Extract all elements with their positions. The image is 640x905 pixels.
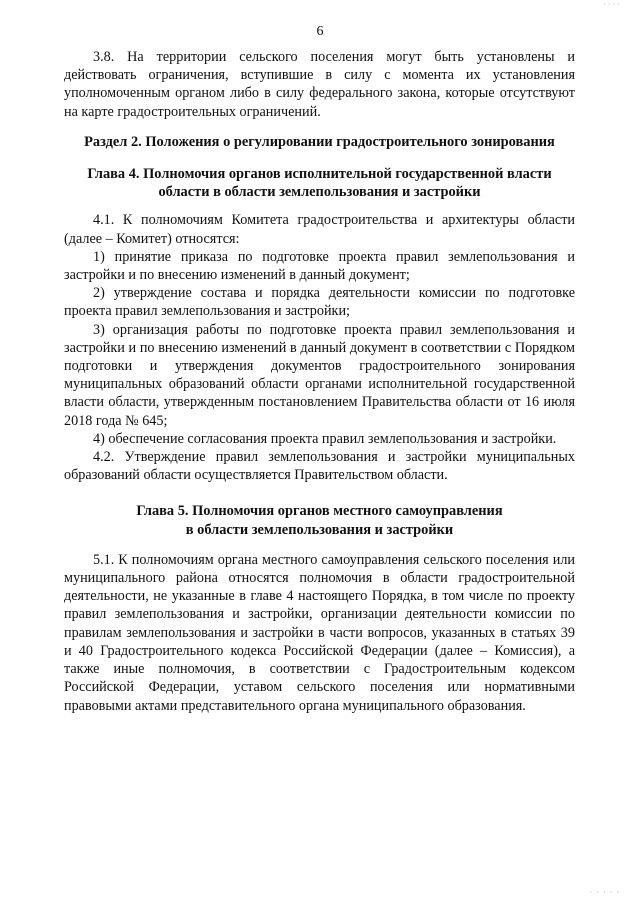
- paragraph-4-2: 4.2. Утверждение правил землепользования и застройки муниципальных образований области осуществляется Правительством области.: [64, 449, 575, 484]
- chapter-4-title-line2: области в области землепользования и застройки: [158, 184, 481, 201]
- chapter-5-title-line2: в области землепользования и застройки: [185, 521, 454, 538]
- chapter-5-title-line1: Глава 5. Полномочия органов местного самоуправления: [136, 503, 503, 520]
- list-item-3: 3) организация работы по подготовке проекта правил землепользования и застройки и по внесению изменений в данный документ в соответствии с Порядком подготовки и утверждения документов градостроительного зонирования муниципальных образований области органами исполнительной государственной власти области, утвержденным постановлением Правительства области от 16 июля 2018 года № 645;: [64, 321, 575, 429]
- paragraph-4-1: 4.1. К полномочиям Комитета градостроительства и архитектуры области (далее – Комитет) относятся:: [64, 212, 575, 247]
- paragraph-3-8: 3.8. На территории сельского поселения могут быть установлены и действовать ограничения, вступившие в силу с момента их установления уполномоченным органом либо в силу федерального закона, которые отсутствуют на карте градостроительных ограничений.: [64, 49, 575, 120]
- paragraph-5-1: 5.1. К полномочиям органа местного самоуправления сельского поселения или муниципального района относятся полномочия в области градостроительной деятельности, не указанные в главе 4 настоящего Порядка, в том числе по проекту правил землепользования и застройки, организации деятельности комиссии по правилам землепользования и застройки в части вопросов, указанных в статьях 39 и 40 Градостроительного кодекса Российской Федерации (далее – Комиссия), а также иные полномочия, в соответствии с Градостроительным кодексом Российской Федерации, уставом сельского поселения или нормативными правовыми актами представительного органа муниципального образования.: [64, 551, 575, 714]
- list-item-4: 4) обеспечение согласования проекта правил землепользования и застройки.: [93, 430, 557, 447]
- chapter-5-title: [64, 502, 575, 538]
- chapter-4-title: [64, 165, 575, 201]
- scan-mark-bottom: · · · · ·: [589, 888, 620, 897]
- scan-mark-top: · · · ·: [603, 0, 620, 9]
- chapter-4-title-line1: Глава 4. Полномочия органов исполнительной государственной власти: [87, 166, 552, 183]
- section-title: Раздел 2. Положения о регулировании градостроительного зонирования: [84, 133, 555, 150]
- list-item-2: 2) утверждение состава и порядка деятельности комиссии по подготовке проекта правил землепользования и застройки;: [64, 285, 575, 320]
- document-body: [64, 48, 575, 715]
- list-item-1: 1) принятие приказа по подготовке проекта правил землепользования и застройки и по внесению изменений в данный документ;: [64, 248, 575, 284]
- page-number: 6: [316, 24, 324, 39]
